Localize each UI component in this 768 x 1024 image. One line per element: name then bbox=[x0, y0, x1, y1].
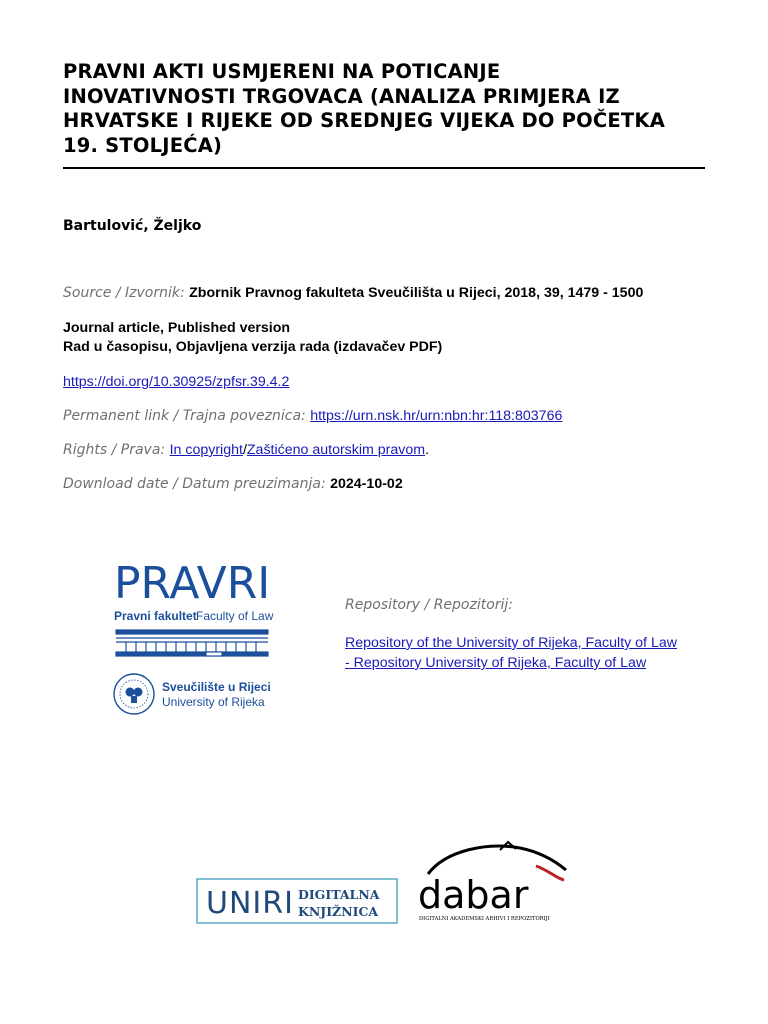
rights-period: . bbox=[425, 442, 430, 458]
permalink-row bbox=[63, 408, 562, 424]
dabar-logo bbox=[416, 840, 578, 926]
type-en: Journal article, Published version bbox=[63, 320, 291, 336]
pravri-faculty-hr: Pravni fakultet bbox=[114, 609, 197, 623]
rights-row bbox=[63, 442, 429, 458]
download-row bbox=[63, 476, 403, 492]
rights-label: Rights / Prava: bbox=[63, 442, 166, 458]
repository-link-line1[interactable]: Repository of the University of Rijeka, Faculty of Law bbox=[345, 635, 677, 651]
doi-row bbox=[63, 374, 289, 390]
source-value: Zbornik Pravnog fakulteta Sveučilišta u Rijeci, 2018, 39, 1479 - 1500 bbox=[189, 285, 644, 301]
title-line: INOVATIVNOSTI TRGOVACA (ANALIZA PRIMJERA IZ bbox=[63, 84, 620, 108]
digitalna-text: DIGITALNA bbox=[298, 887, 380, 902]
document-title bbox=[63, 60, 713, 158]
title-line: HRVATSKE I RIJEKE OD SREDNJEG VIJEKA DO POČETKA bbox=[63, 109, 666, 132]
doi-link[interactable]: https://doi.org/10.30925/zpfsr.39.4.2 bbox=[63, 374, 290, 390]
permalink-link[interactable]: https://urn.nsk.hr/urn:nbn:hr:118:803766 bbox=[310, 408, 563, 424]
uniri-digital-library-logo bbox=[196, 878, 398, 924]
repository-label-row bbox=[345, 597, 513, 613]
type-block bbox=[63, 319, 442, 357]
title-divider bbox=[63, 167, 705, 169]
rights-link-copyright[interactable]: In copyright bbox=[169, 442, 243, 458]
pravri-faculty-en: Faculty of Law bbox=[196, 609, 274, 623]
pravri-wordmark: PRAVRI bbox=[114, 558, 271, 609]
building-icon bbox=[116, 630, 268, 656]
dabar-logo-graphic bbox=[416, 840, 578, 926]
download-label: Download date / Datum preuzimanja: bbox=[63, 476, 326, 492]
pravri-logo bbox=[100, 552, 288, 722]
university-seal-icon bbox=[114, 674, 154, 714]
download-value: 2024-10-02 bbox=[330, 476, 403, 492]
dabar-subtitle: DIGITALNI AKADEMSKI ARHIVI I REPOZITORIJI bbox=[419, 916, 550, 922]
dabar-wordmark: dabar bbox=[418, 873, 529, 917]
repository-label: Repository / Repozitorij: bbox=[345, 597, 514, 613]
rights-link-hr[interactable]: Zaštićeno autorskim pravom bbox=[246, 442, 426, 458]
permalink-label: Permanent link / Trajna poveznica: bbox=[63, 408, 306, 424]
university-name-en: University of Rijeka bbox=[162, 695, 265, 709]
uniri-wordmark: UNIRI bbox=[206, 886, 294, 921]
title-line: PRAVNI AKTI USMJERENI NA POTICANJE bbox=[63, 60, 501, 83]
author-name: Bartulović, Željko bbox=[63, 218, 202, 234]
type-hr: Rad u časopisu, Objavljena verzija rada (izdavačev PDF) bbox=[63, 339, 443, 355]
repository-link-line2[interactable]: - Repository University of Rijeka, Faculty of Law bbox=[345, 655, 647, 671]
title-line: 19. STOLJEĆA) bbox=[63, 133, 223, 157]
pravri-logo-graphic bbox=[100, 552, 288, 722]
source-row bbox=[63, 285, 643, 301]
source-label: Source / Izvornik: bbox=[63, 285, 185, 301]
rights-separator: / bbox=[242, 442, 247, 458]
university-name-hr: Sveučilište u Rijeci bbox=[162, 680, 271, 694]
uniri-logo-graphic bbox=[196, 878, 398, 924]
knjiznica-text: KNJIŽNICA bbox=[298, 904, 379, 919]
